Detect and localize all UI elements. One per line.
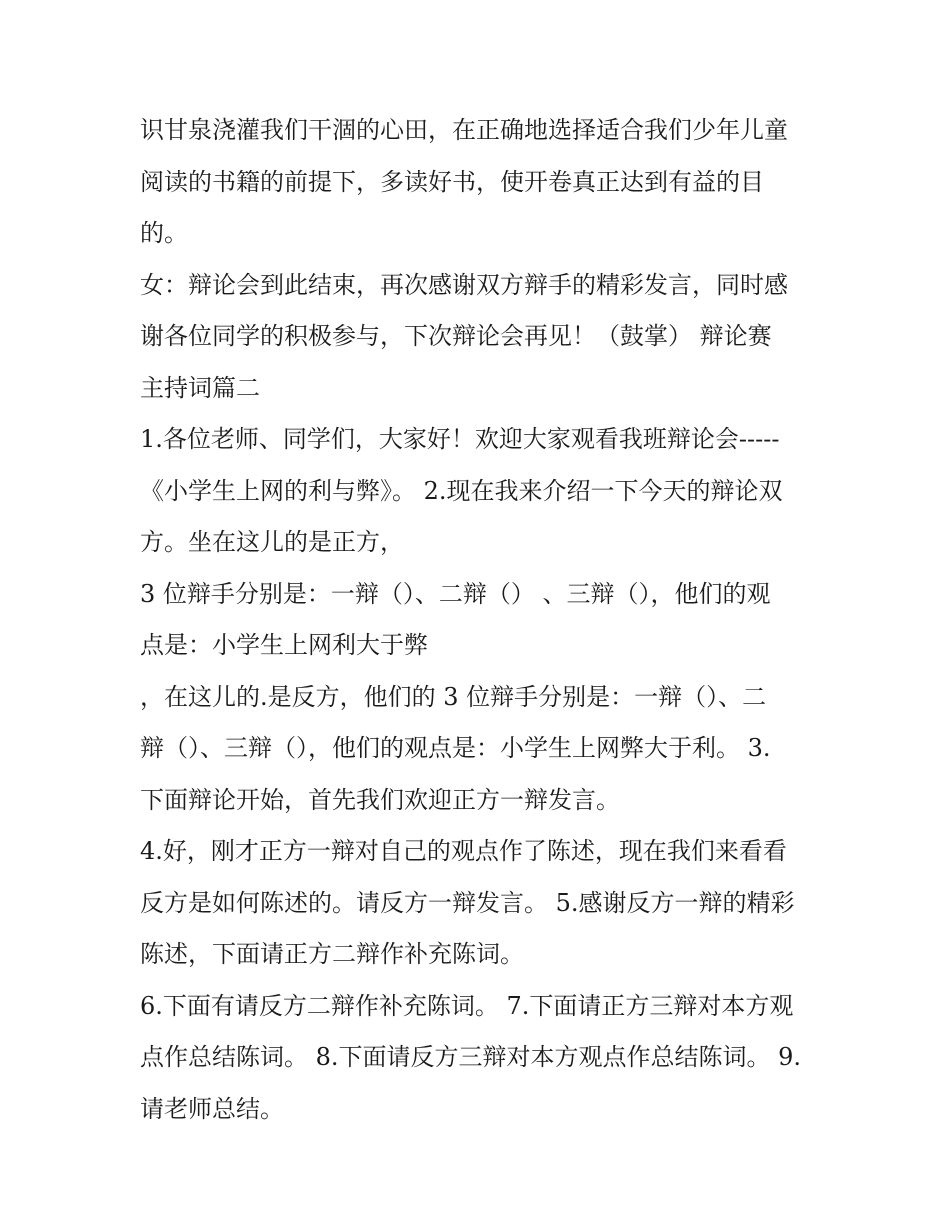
text-line: 点作总结陈词。 8.下面请反方三辩对本方观点作总结陈词。 9. [140, 1043, 802, 1071]
section-title-line: 主持词篇二 [140, 373, 260, 402]
text-line: 方。坐在这儿的是正方， [140, 528, 404, 556]
text-line: 阅读的书籍的前提下，多读好书，使开卷真正达到有益的目 [140, 167, 764, 196]
text-line: 辩（）、三辩（），他们的观点是：小学生上网弊大于利。 3. [140, 734, 771, 762]
document-body [140, 105, 820, 1135]
text-line: 识甘泉浇灌我们干涸的心田，在正确地选择适合我们少年儿童 [140, 116, 788, 144]
text-line: 3 位辩手分别是：一辩（）、二辩（） 、三辩（），他们的观 [140, 579, 771, 608]
text-line: 女：辩论会到此结束，再次感谢双方辩手的精彩发言，同时感 [140, 270, 788, 299]
text-line: 6.下面有请反方二辩作补充陈词。 7.下面请正方三辩对本方观 [140, 991, 794, 1020]
text-line: ，在这儿的.是反方，他们的 3 位辩手分别是：一辩（）、二 [140, 682, 767, 711]
text-line: 1.各位老师、同学们，大家好！欢迎大家观看我班辩论会----- [140, 425, 780, 453]
text-line: 反方是如何陈述的。请反方一辩发言。 5.感谢反方一辩的精彩 [140, 888, 795, 917]
text-line: 的。 [140, 219, 188, 247]
text-line: 4.好，刚才正方一辩对自己的观点作了陈述，现在我们来看看 [140, 837, 787, 865]
text-line: 下面辩论开始，首先我们欢迎正方一辩发言。 [140, 785, 620, 814]
text-line: 点是：小学生上网利大于弊 [140, 631, 428, 659]
text-line: 陈述，下面请正方二辩作补充陈词。 [140, 940, 524, 968]
text-line: 谢各位同学的积极参与，下次辩论会再见！（鼓掌） 辩论赛 [140, 322, 772, 350]
text-line: 《小学生上网的利与弊》。 2.现在我来介绍一下今天的辩论双 [140, 476, 783, 505]
text-line: 请老师总结。 [140, 1094, 284, 1123]
